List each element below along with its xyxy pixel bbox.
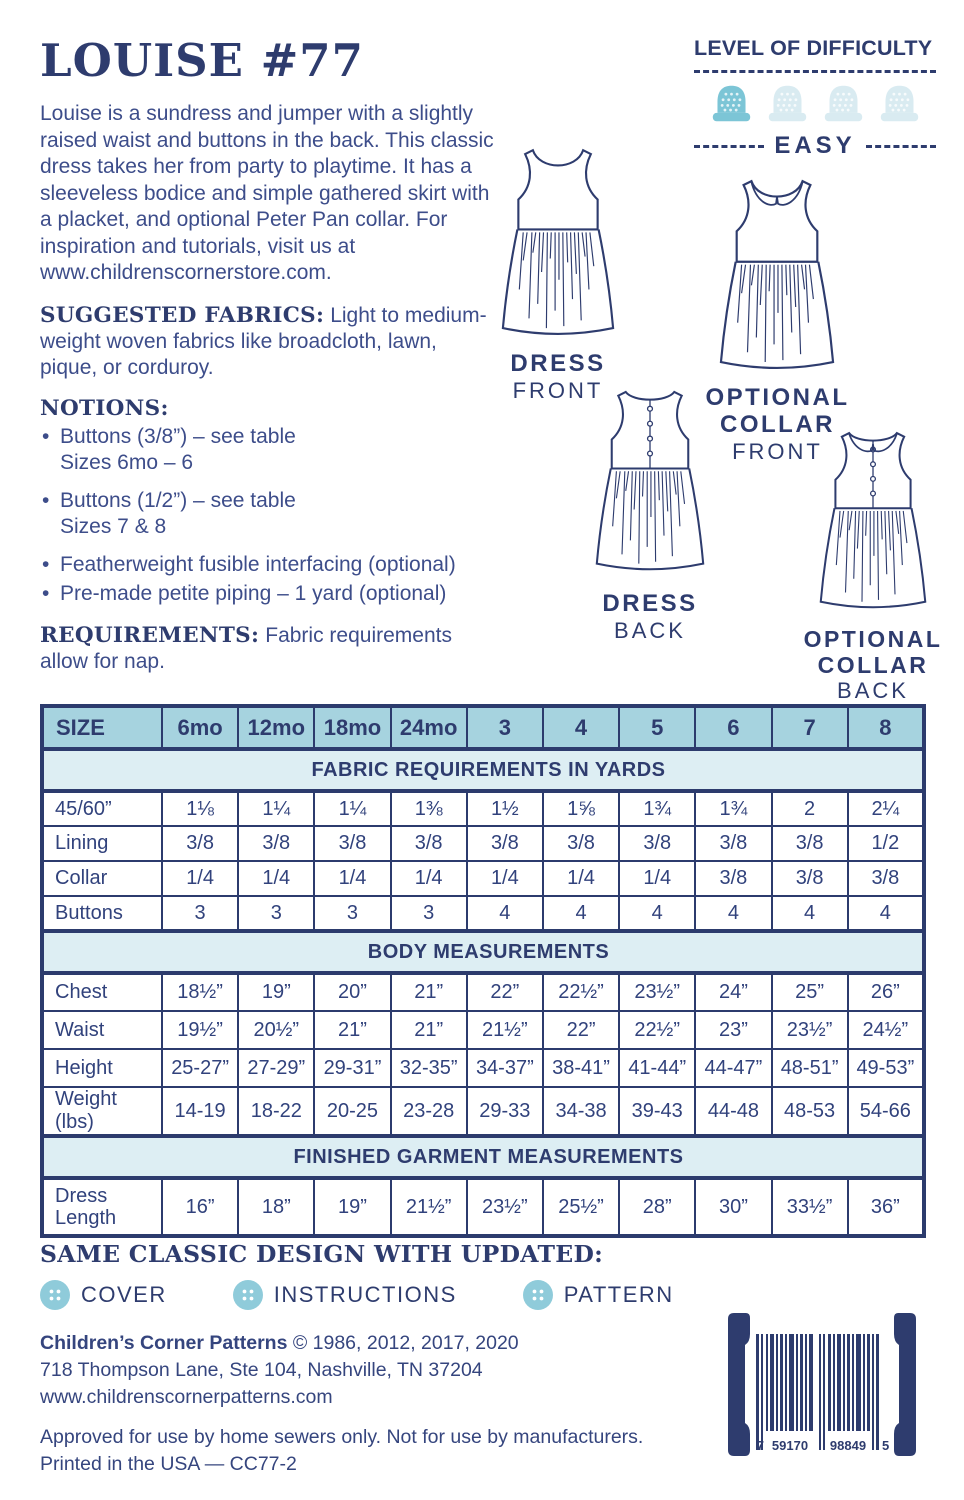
- row-label: Height: [42, 1049, 162, 1087]
- suggested-fabrics: [40, 303, 494, 381]
- cell: 39-43: [619, 1087, 695, 1136]
- website-line: www.childrenscornerpatterns.com: [40, 1386, 333, 1408]
- cell: 4: [772, 896, 848, 931]
- cell: 28”: [619, 1178, 695, 1236]
- cell: 3/8: [695, 861, 771, 896]
- cell: 30”: [695, 1178, 771, 1236]
- spool-left-flange: [728, 1313, 750, 1456]
- cell: 44-47”: [695, 1049, 771, 1087]
- cell: 22½”: [619, 1011, 695, 1049]
- notion-line: • Buttons (3/8”) – see table: [60, 424, 296, 448]
- requirements: [40, 623, 494, 675]
- cell: 3: [238, 896, 314, 931]
- dress-back-sketch: [594, 382, 706, 582]
- cell: 18”: [238, 1178, 314, 1236]
- caption-line: COLLAR: [720, 411, 835, 438]
- copyright-line: [40, 1330, 700, 1357]
- cell: 3/8: [238, 826, 314, 861]
- cell: 4: [695, 896, 771, 931]
- cell: 23½”: [467, 1178, 543, 1236]
- cell: 3: [314, 896, 390, 931]
- column-header: 8: [848, 706, 924, 749]
- column-header: 6mo: [162, 706, 238, 749]
- cell: 25-27”: [162, 1049, 238, 1087]
- cell: 1⅛: [162, 791, 238, 826]
- caption-line: BACK: [614, 618, 686, 643]
- cell: 49-53”: [848, 1049, 924, 1087]
- caption-line: FRONT: [512, 378, 604, 403]
- section-title: FINISHED GARMENT MEASUREMENTS: [42, 1136, 924, 1178]
- row-label: Buttons: [42, 896, 162, 931]
- sewing-button-icon: [523, 1280, 553, 1310]
- sewing-button-icon: [40, 1280, 70, 1310]
- column-header: 7: [772, 706, 848, 749]
- caption-line: COLLAR: [817, 652, 929, 678]
- cell: 18-22: [238, 1087, 314, 1136]
- table-row: [42, 896, 924, 931]
- cell: 23-28: [391, 1087, 467, 1136]
- sewing-button-icon: [233, 1280, 263, 1310]
- cell: 2: [772, 791, 848, 826]
- collar-back-caption: [798, 626, 948, 704]
- dress-front-sketch: [500, 142, 616, 345]
- cell: 19½”: [162, 1011, 238, 1049]
- section-title: FABRIC REQUIREMENTS IN YARDS: [42, 749, 924, 791]
- barcode-digit: 7: [756, 1438, 764, 1453]
- cell: 34-38: [543, 1087, 619, 1136]
- cell: 2¼: [848, 791, 924, 826]
- cell: 14-19: [162, 1087, 238, 1136]
- cell: 1½: [467, 791, 543, 826]
- dashed-divider: [694, 70, 936, 73]
- cell: 1/4: [314, 861, 390, 896]
- features-row: [40, 1280, 680, 1310]
- spool-right-flange: [894, 1313, 916, 1456]
- cell: 21”: [391, 973, 467, 1011]
- section-title: BODY MEASUREMENTS: [42, 931, 924, 973]
- cell: 3/8: [772, 826, 848, 861]
- footer: [40, 1330, 700, 1478]
- cell: 36”: [848, 1178, 924, 1236]
- cell: 38-41”: [543, 1049, 619, 1087]
- notion-line: • Buttons (1/2”) – see table: [60, 488, 296, 512]
- thimble-icon: [766, 81, 809, 126]
- feature-label: COVER: [81, 1282, 167, 1307]
- notion-line: • Pre-made petite piping – 1 yard (optional): [60, 581, 447, 605]
- cell: 3/8: [772, 861, 848, 896]
- cell: 21½”: [391, 1178, 467, 1236]
- updated-heading: SAME CLASSIC DESIGN WITH UPDATED:: [40, 1240, 604, 1268]
- cell: 21”: [314, 1011, 390, 1049]
- cell: 3/8: [848, 861, 924, 896]
- cell: 33½”: [772, 1178, 848, 1236]
- row-label: Waist: [42, 1011, 162, 1049]
- suggested-fabrics-heading: SUGGESTED FABRICS:: [40, 302, 325, 328]
- cell: 26”: [848, 973, 924, 1011]
- cell: 22”: [543, 1011, 619, 1049]
- column-header: 6: [695, 706, 771, 749]
- cell: 29-31”: [314, 1049, 390, 1087]
- cell: 1⅝: [543, 791, 619, 826]
- cell: 3: [162, 896, 238, 931]
- size-table: [40, 704, 926, 1238]
- difficulty-level-label: EASY: [774, 132, 856, 159]
- requirements-text: Fabric requirements allow for nap.: [40, 623, 452, 673]
- column-header: 24mo: [391, 706, 467, 749]
- thread-spool-barcode: [724, 1310, 920, 1465]
- approval-line: Approved for use by home sewers only. Not for use by manufacturers.: [40, 1426, 644, 1448]
- column-header: 12mo: [238, 706, 314, 749]
- difficulty-title: LEVEL OF DIFFICULTY: [694, 36, 933, 60]
- row-label: Collar: [42, 861, 162, 896]
- cell: 54-66: [848, 1087, 924, 1136]
- table-row: [42, 791, 924, 826]
- column-header: SIZE: [42, 706, 162, 749]
- cell: 34-37”: [467, 1049, 543, 1087]
- cell: 3/8: [391, 826, 467, 861]
- thimble-icon: [878, 81, 921, 126]
- cell: 27-29”: [238, 1049, 314, 1087]
- cell: 3: [391, 896, 467, 931]
- cell: 25”: [772, 973, 848, 1011]
- row-label: Lining: [42, 826, 162, 861]
- cell: 3/8: [162, 826, 238, 861]
- requirements-heading: REQUIREMENTS:: [40, 622, 260, 648]
- row-label: Weight (lbs): [42, 1087, 162, 1136]
- cell: 1/4: [467, 861, 543, 896]
- barcode-bars: [756, 1334, 879, 1450]
- difficulty-level-row: [694, 132, 936, 160]
- intro-column: [40, 34, 494, 675]
- table-row: [42, 973, 924, 1011]
- cell: 4: [543, 896, 619, 931]
- cell: 23½”: [619, 973, 695, 1011]
- cell: 16”: [162, 1178, 238, 1236]
- difficulty-panel: [694, 36, 936, 160]
- dress-back-caption: [576, 590, 724, 644]
- list-item: [40, 581, 494, 607]
- cell: 1/4: [543, 861, 619, 896]
- cell: 20”: [314, 973, 390, 1011]
- cell: 25½”: [543, 1178, 619, 1236]
- cell: 1¼: [238, 791, 314, 826]
- cell: 32-35”: [391, 1049, 467, 1087]
- row-label: Dress Length: [42, 1178, 162, 1236]
- list-item: [40, 488, 494, 540]
- cell: 1/4: [391, 861, 467, 896]
- cell: 21”: [391, 1011, 467, 1049]
- table-row: [42, 1011, 924, 1049]
- collar-front-sketch: [718, 172, 836, 380]
- list-item: [40, 552, 494, 578]
- column-header: 3: [467, 706, 543, 749]
- cell: 4: [619, 896, 695, 931]
- cell: 29-33: [467, 1087, 543, 1136]
- barcode-digit: 5: [882, 1438, 890, 1453]
- cell: 23½”: [772, 1011, 848, 1049]
- table-row: [42, 861, 924, 896]
- suggested-fabrics-text: Light to medium-weight woven fabrics like broadcloth, lawn, pique, or corduroy.: [40, 303, 487, 379]
- cell: 44-48: [695, 1087, 771, 1136]
- dashed-divider: [694, 145, 764, 148]
- cell: 3/8: [543, 826, 619, 861]
- barcode-digit: 59170: [771, 1438, 809, 1453]
- caption-line: DRESS: [602, 590, 698, 617]
- updated-features: [40, 1240, 680, 1310]
- column-header: 4: [543, 706, 619, 749]
- table-header-row: [42, 706, 924, 749]
- cell: 22”: [467, 973, 543, 1011]
- pattern-description: Louise is a sundress and jumper with a slightly raised waist and buttons in the back. This classic dress takes her from party to playtime. It has a sleeveless bodice and simple gathered skirt with a placket, and optional Peter Pan collar. For inspiration and tutorials, visit us at www.childrenscornerstore.com.: [40, 102, 494, 284]
- cell: 3/8: [619, 826, 695, 861]
- dashed-divider: [866, 145, 936, 148]
- section-header-row: [42, 931, 924, 973]
- cell: 20-25: [314, 1087, 390, 1136]
- feature-label: PATTERN: [563, 1282, 674, 1307]
- cell: 24”: [695, 973, 771, 1011]
- cell: 1¼: [314, 791, 390, 826]
- caption-line: OPTIONAL: [705, 384, 850, 411]
- caption-line: BACK: [837, 678, 909, 703]
- table-row: [42, 1087, 924, 1136]
- cell: 18½”: [162, 973, 238, 1011]
- cell: 1/4: [238, 861, 314, 896]
- notion-line: Sizes 6mo – 6: [60, 450, 194, 474]
- caption-line: FRONT: [732, 439, 823, 464]
- notions-heading: NOTIONS:: [40, 395, 169, 421]
- cell: 48-51”: [772, 1049, 848, 1087]
- address-line: 718 Thompson Lane, Ste 104, Nashville, TN 37204: [40, 1359, 483, 1381]
- collar-back-sketch: [818, 420, 928, 623]
- section-header-row: [42, 749, 924, 791]
- cell: 19”: [314, 1178, 390, 1236]
- feature-cover: [40, 1280, 167, 1310]
- table-row: [42, 826, 924, 861]
- cell: 24½”: [848, 1011, 924, 1049]
- cell: 1/4: [162, 861, 238, 896]
- caption-line: OPTIONAL: [803, 626, 943, 652]
- cell: 1¾: [619, 791, 695, 826]
- section-header-row: [42, 1136, 924, 1178]
- barcode-digit: 98849: [829, 1438, 867, 1453]
- feature-label: INSTRUCTIONS: [273, 1282, 457, 1307]
- table-row: [42, 1049, 924, 1087]
- cell: 1⅜: [391, 791, 467, 826]
- notion-line: Sizes 7 & 8: [60, 514, 167, 538]
- company-name: Children’s Corner Patterns: [40, 1332, 288, 1354]
- feature-pattern: [523, 1280, 674, 1310]
- feature-instructions: [233, 1280, 457, 1310]
- list-item: [40, 424, 494, 476]
- cell: 1/4: [619, 861, 695, 896]
- table-row: [42, 1178, 924, 1236]
- difficulty-rating: [694, 81, 936, 126]
- cell: 1¾: [695, 791, 771, 826]
- cell: 22½”: [543, 973, 619, 1011]
- cell: 48-53: [772, 1087, 848, 1136]
- thimble-icon: [822, 81, 865, 126]
- column-header: 18mo: [314, 706, 390, 749]
- caption-line: DRESS: [510, 350, 606, 377]
- notion-line: • Featherweight fusible interfacing (optional): [60, 552, 456, 576]
- thimble-icon: [710, 81, 753, 126]
- cell: 23”: [695, 1011, 771, 1049]
- cell: 41-44”: [619, 1049, 695, 1087]
- printed-line: Printed in the USA — CC77-2: [40, 1453, 297, 1475]
- cell: 3/8: [314, 826, 390, 861]
- cell: 3/8: [467, 826, 543, 861]
- cell: 4: [848, 896, 924, 931]
- copyright-years: © 1986, 2012, 2017, 2020: [292, 1332, 519, 1354]
- column-header: 5: [619, 706, 695, 749]
- notions-list: [40, 424, 494, 607]
- cell: 4: [467, 896, 543, 931]
- cell: 21½”: [467, 1011, 543, 1049]
- cell: 1/2: [848, 826, 924, 861]
- row-label: Chest: [42, 973, 162, 1011]
- cell: 3/8: [695, 826, 771, 861]
- page-title: LOUISE #77: [40, 34, 364, 87]
- cell: 20½”: [238, 1011, 314, 1049]
- row-label: 45/60”: [42, 791, 162, 826]
- cell: 19”: [238, 973, 314, 1011]
